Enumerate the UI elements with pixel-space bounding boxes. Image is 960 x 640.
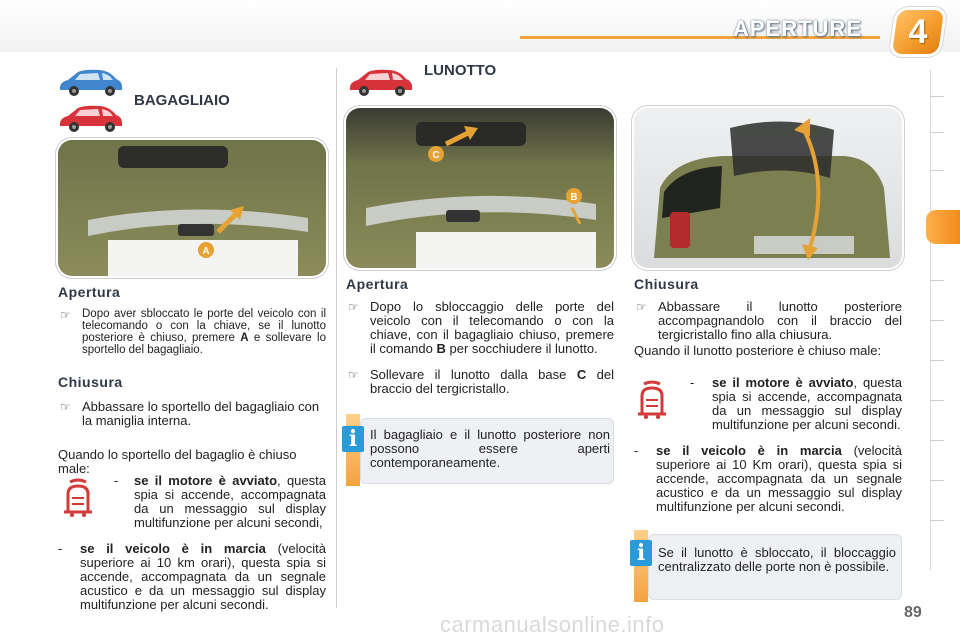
chiusura-lunotto-text: Abbassare il lunotto posteriore accompagnandolo con il braccio del tergicristallo fino alla chiusura. (658, 299, 902, 342)
info-text-simultaneous: Il bagagliaio e il lunotto posteriore non possono essere aperti contemporaneamente. (370, 427, 610, 470)
heading-apertura-lunotto: Apertura (346, 276, 409, 292)
column-divider (336, 68, 337, 608)
apertura-lunotto-step2: Sollevare il lunotto dalla base C del braccio del tergicristallo. (370, 367, 614, 396)
apertura-lunotto-step1: Dopo lo sbloccaggio delle porte del veicolo con il telecomando o con la chiave, con il bagagliaio chiuso, premere il comando B per socchiudere il lunotto. (370, 299, 614, 356)
chiusura-lunotto-intro: Quando il lunotto posteriore è chiuso male: (634, 343, 882, 358)
dash: - (634, 443, 639, 458)
dash: - (58, 541, 63, 556)
rail-tick[interactable] (930, 320, 944, 321)
photo-label-a: A (202, 246, 210, 257)
info-icon: i (630, 540, 652, 566)
bullet-icon: ☞ (60, 308, 71, 322)
photo-label-c: C (432, 150, 440, 161)
heading-chiusura-lunotto: Chiusura (634, 276, 699, 292)
info-icon: i (342, 426, 364, 452)
heading-apertura-bagagliaio: Apertura (58, 284, 121, 300)
rail-tick[interactable] (930, 170, 944, 171)
rail-tick[interactable] (930, 280, 944, 281)
motore-avviato-text: se il motore è avviato, questa spia si accende, accompagnata da un messaggio sul display multifunzione per alcuni secondi, (134, 473, 326, 530)
chiusura-bagagliaio-intro: Quando lo sportello del bagaglio è chiuso male: (58, 447, 297, 476)
red-car-icon (56, 100, 126, 136)
chiusura-bagagliaio-text: Abbassare lo sportello del bagagliaio con la maniglia interna. (82, 399, 320, 428)
bullet-icon: ☞ (60, 400, 71, 414)
rail-tick[interactable] (930, 132, 944, 133)
rail-tick[interactable] (930, 400, 944, 401)
bullet-icon: ☞ (636, 300, 647, 314)
open-boot-warning-icon (60, 478, 96, 518)
rail-tick[interactable] (930, 96, 944, 97)
bullet-icon: ☞ (348, 300, 359, 314)
rail-tick[interactable] (930, 480, 944, 481)
chapter-number: 4 (908, 13, 928, 51)
rail-tick[interactable] (930, 360, 944, 361)
lunotto-veicolo-marcia-text: se il veicolo è in marcia (velocità superiore ai 10 Km orari), questa spia si accende, accompagnata da un segnale acustico e da un messaggio sul display multifunzione per alcuni secondi. (656, 443, 902, 514)
bullet-icon: ☞ (348, 368, 359, 382)
heading-chiusura-bagagliaio: Chiusura (58, 374, 123, 390)
lunotto-motore-avviato-text: se il motore è avviato, questa spia si accende, accompagnata da un messaggio sul display multifunzione per alcuni secondi. (712, 375, 902, 432)
watermark: carmanualsonline.info (440, 612, 665, 637)
red-car-icon (346, 64, 416, 100)
section-title-lunotto: LUNOTTO (424, 62, 497, 79)
info-text-central-lock: Se il lunotto è sbloccato, il bloccaggio centralizzato delle porte non è possibile. (658, 545, 896, 574)
apertura-bagagliaio-text: Dopo aver sbloccato le porte del veicolo con il telecomando o con la chiave, se il lunotto posteriore è chiuso, premere A e sollevare lo sportello del bagagliaio. (82, 308, 326, 356)
rear-window-photo (346, 108, 614, 268)
open-rear-window-photo (634, 108, 902, 268)
dash: - (114, 473, 119, 488)
photo-label-b: B (570, 192, 578, 203)
blue-car-icon (56, 64, 126, 100)
section-title-bagagliaio: BAGAGLIAIO (134, 92, 230, 109)
rail-tab-current-chapter[interactable] (926, 210, 960, 244)
dash: - (690, 375, 695, 390)
page-number: 89 (904, 604, 922, 621)
rail-tick[interactable] (930, 520, 944, 521)
veicolo-marcia-text: se il veicolo è in marcia (velocità superiore ai 10 km orari), questa spia si accende, accompagnata da un segnale acustico e da un messaggio sul display multifunzione per alcuni secondi. (80, 541, 326, 612)
chapter-title: APERTURE (732, 16, 862, 41)
tailgate-photo (58, 140, 326, 276)
open-rear-window-warning-icon (634, 380, 670, 420)
rail-tick[interactable] (930, 440, 944, 441)
